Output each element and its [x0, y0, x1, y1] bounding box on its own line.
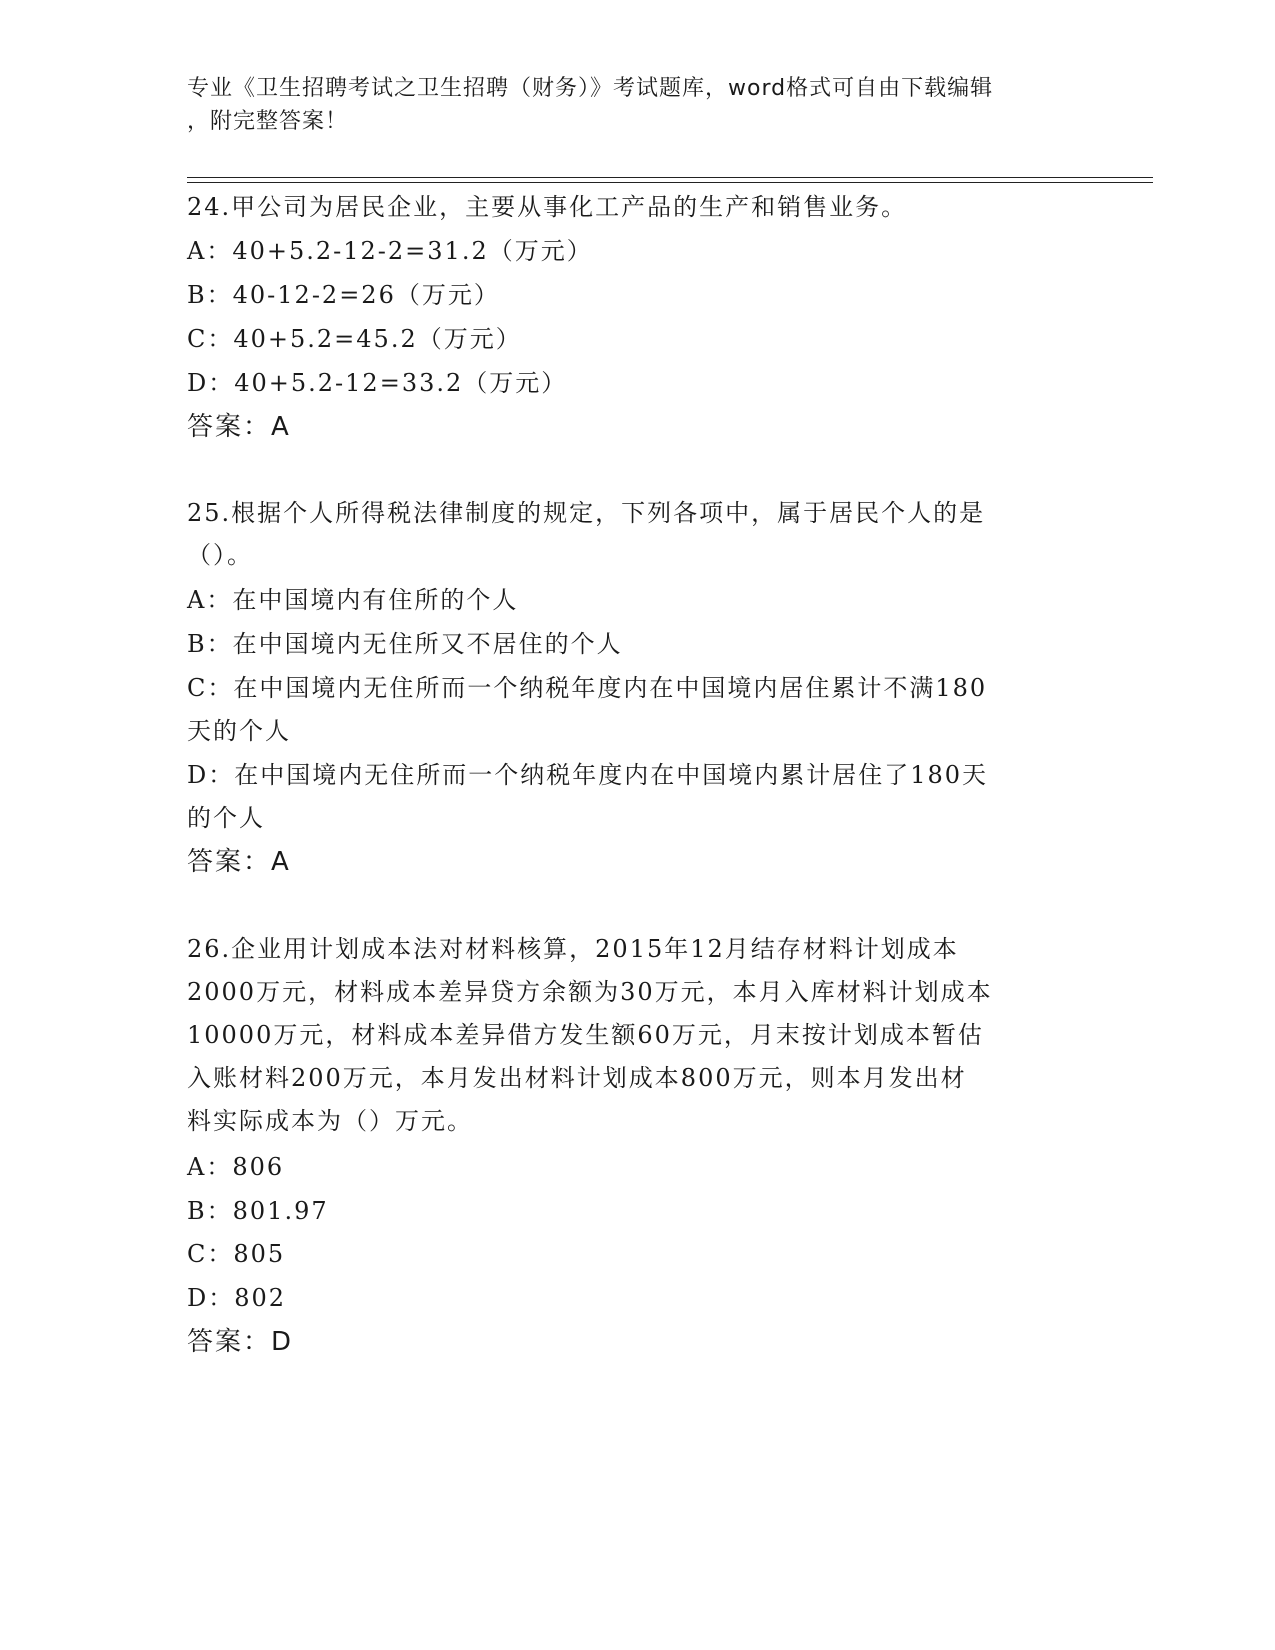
question-25-option-d: D：在中国境内无住所而一个纳税年度内在中国境内累计居住了180天 [187, 761, 989, 789]
question-24-option-d: D：40+5.2-12=33.2（万元） [187, 369, 568, 397]
question-25-option-c: C：在中国境内无住所而一个纳税年度内在中国境内居住累计不满180 [187, 674, 988, 702]
question-24-option-a: A：40+5.2-12-2=31.2（万元） [187, 237, 593, 265]
header-divider-top [187, 177, 1153, 178]
question-26-option-c: C：805 [187, 1240, 286, 1268]
question-26-answer: 答案：D [187, 1327, 294, 1357]
header-divider-bottom [187, 182, 1153, 183]
question-26-stem-line-1: 26.企业用计划成本法对材料核算，2015年12月结存材料计划成本 [187, 935, 959, 963]
question-26-stem-line-3: 10000万元，材料成本差异借方发生额60万元，月末按计划成本暂估 [187, 1021, 984, 1049]
question-24-option-c: C：40+5.2=45.2（万元） [187, 325, 522, 353]
question-25-stem-line-2: （）。 [187, 541, 253, 569]
header-title-line: 专业《卫生招聘考试之卫生招聘（财务）》考试题库，word格式可自由下载编辑 [187, 76, 994, 101]
question-25-option-b: B：在中国境内无住所又不居住的个人 [187, 630, 623, 658]
question-26-stem-line-2: 2000万元，材料成本差异贷方余额为30万元，本月入库材料计划成本 [187, 978, 993, 1006]
question-24-stem: 24.甲公司为居民企业，主要从事化工产品的生产和销售业务。 [187, 193, 908, 221]
question-25-option-c-continuation: 天的个人 [187, 717, 291, 745]
question-25-option-d-continuation: 的个人 [187, 804, 265, 832]
question-24-answer: 答案：A [187, 412, 291, 442]
header-title-continuation: ，附完整答案！ [187, 109, 349, 134]
document-header [187, 72, 1087, 138]
question-25-option-a: A：在中国境内有住所的个人 [187, 586, 519, 614]
question-26-option-d: D：802 [187, 1284, 287, 1312]
question-26-stem-line-4: 入账材料200万元，本月发出材料计划成本800万元，则本月发出材 [187, 1064, 967, 1092]
question-25-answer: 答案：A [187, 847, 291, 877]
question-24-option-b: B：40-12-2=26（万元） [187, 281, 500, 309]
question-26-stem-line-5: 料实际成本为（）万元。 [187, 1107, 473, 1135]
question-25-stem-line-1: 25.根据个人所得税法律制度的规定，下列各项中，属于居民个人的是 [187, 499, 986, 527]
question-26-option-a: A：806 [187, 1153, 285, 1181]
question-26-option-b: B：801.97 [187, 1197, 329, 1225]
